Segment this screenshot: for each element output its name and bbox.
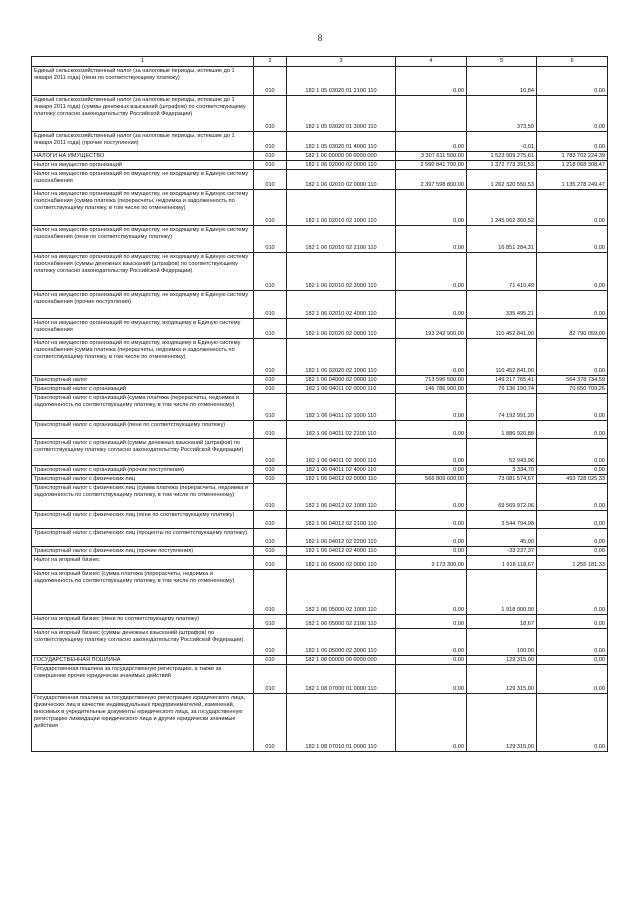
column-header: 2 [254,57,287,67]
row-approved-value: 713 596 500,00 [396,376,467,385]
row-approved-value: 193 242 900,00 [396,319,467,339]
row-approved-value: 0,00 [396,226,467,253]
row-unexecuted-value: 0,00 [537,665,608,694]
row-approved-value: 0,00 [396,439,467,466]
row-unexecuted-value: 0,00 [537,67,608,96]
row-approved-value [396,96,467,132]
row-executed-value: 149 217 765,41 [467,376,537,385]
row-unexecuted-value: 0,00 [537,656,608,665]
row-unexecuted-value: 0,00 [537,132,608,152]
row-unexecuted-value: 0,00 [537,394,608,421]
row-executed-value: 373,50 [467,96,537,132]
row-name: Налог на имущество организаций по имуществу, не входящему в Единую систему газоснабжения (пени по соответствующему платежу) [32,226,254,253]
row-classification-code: 182 1 06 02010 02 0000 110 [287,170,396,190]
row-name: Транспортный налог с организаций [32,385,254,394]
row-line-code: 010 [254,466,287,475]
row-line-code: 010 [254,170,287,190]
row-executed-value: 69 569 972,06 [467,484,537,511]
row-line-code: 010 [254,291,287,319]
row-name: Транспортный налог с организаций (прочие поступления) [32,466,254,475]
row-line-code: 010 [254,656,287,665]
row-name: Транспортный налог с физических лиц (проценты по соответствующему платежу) [32,529,254,547]
row-classification-code: 182 1 06 04012 02 0000 110 [287,475,396,484]
row-name: Налог на имущество организаций [32,161,254,170]
row-line-code: 010 [254,394,287,421]
table-row [32,556,608,570]
row-classification-code: 182 1 06 05000 02 2100 110 [287,615,396,629]
row-classification-code: 182 1 06 04011 02 3000 110 [287,439,396,466]
row-classification-code: 182 1 06 02020 02 0000 110 [287,319,396,339]
row-unexecuted-value: 70 650 709,26 [537,385,608,394]
row-classification-code: 182 1 05 03020 01 2100 110 [287,67,396,96]
table-row [32,547,608,556]
row-executed-value: 74 192 991,20 [467,394,537,421]
row-approved-value: 0,00 [396,484,467,511]
row-executed-value: 1 372 773 391,53 [467,161,537,170]
row-line-code: 010 [254,385,287,394]
row-line-code: 010 [254,161,287,170]
row-name: Транспортный налог с физических лиц (сумма платежа (перерасчеты, недоимка и задолженность по соответствующему платежу, в том числе по отмененному) [32,484,254,511]
table-row [32,96,608,132]
row-executed-value: 1 523 909 275,61 [467,152,537,161]
row-line-code: 010 [254,96,287,132]
table-row [32,694,608,752]
row-approved-value: 0,00 [396,132,467,152]
row-approved-value: 566 809 600,00 [396,475,467,484]
row-unexecuted-value: 1 255 181,33 [537,556,608,570]
row-unexecuted-value: 0,00 [537,629,608,656]
row-line-code: 010 [254,253,287,291]
row-executed-value: 45,00 [467,529,537,547]
row-classification-code: 182 1 06 02000 02 0000 110 [287,161,396,170]
row-name: Единый сельскохозяйственный налог (за налоговые периоды, истекшие до 1 января 2011 года) (прочие поступления) [32,132,254,152]
row-unexecuted-value: 1 218 068 308,47 [537,161,608,170]
row-name: Транспортный налог с организаций (сумма платежа (перерасчеты, недоимка и задолженность по соответствующему платежу, в том числе по отмененному) [32,394,254,421]
row-unexecuted-value: 0,00 [537,484,608,511]
row-line-code: 010 [254,152,287,161]
row-name: Государственная пошлина за государственную регистрацию юридического лица, физических лиц в качестве индивидуальных предпринимателей, изменений, вносимых в учредительные документы юридического лица, за государственную регистрацию ликвидации юридического лица и другие юридически значимые действия [32,694,254,752]
row-line-code: 010 [254,376,287,385]
row-executed-value: 16,84 [467,67,537,96]
table-row [32,385,608,394]
row-approved-value: 0,00 [396,394,467,421]
row-approved-value: 0,00 [396,466,467,475]
row-executed-value: -33 237,37 [467,547,537,556]
row-name: Единый сельскохозяйственный налог (за налоговые периоды, истекшие до 1 января 2011 года) (пени по соответствующему платежу) [32,67,254,96]
row-classification-code: 182 1 08 07010 01 0000 110 [287,694,396,752]
table-row [32,529,608,547]
row-line-code: 010 [254,556,287,570]
table-row [32,475,608,484]
row-unexecuted-value: 0,00 [537,529,608,547]
row-unexecuted-value: 0,00 [537,190,608,226]
row-line-code: 010 [254,529,287,547]
row-approved-value: 0,00 [396,615,467,629]
row-approved-value: 0,00 [396,547,467,556]
row-executed-value: 110 452 841,00 [467,319,537,339]
row-line-code: 010 [254,190,287,226]
row-name: Налог на имущество организаций по имуществу, входящему в Единую систему газоснабжения (сумма платежа (перерасчеты, недоимка и задолженность по соответствующему платежу, в том числе по отмененному) [32,339,254,376]
table-row [32,132,608,152]
row-line-code: 010 [254,629,287,656]
row-unexecuted-value: 0,00 [537,615,608,629]
table-row [32,665,608,694]
row-executed-value: 3 334,70 [467,466,537,475]
row-approved-value: 0,00 [396,629,467,656]
row-unexecuted-value: 0,00 [537,511,608,529]
row-line-code: 010 [254,615,287,629]
row-approved-value: 0,00 [396,291,467,319]
row-name: Налог на имущество организаций по имуществу, не входящему в Единую систему газоснабжения [32,170,254,190]
row-unexecuted-value: 0,00 [537,439,608,466]
row-classification-code: 182 1 06 02020 02 1000 110 [287,339,396,376]
row-executed-value: 3 544 794,98 [467,511,537,529]
row-name: НАЛОГИ НА ИМУЩЕСТВО [32,152,254,161]
column-header: 6 [537,57,608,67]
table-row [32,67,608,96]
table-row [32,570,608,615]
table-row [32,253,608,291]
row-name: Налог на имущество организаций по имуществу, не входящему в Единую систему газоснабжения (сумма платежа (перерасчеты, недоимка и задолженность по соответствующему платежу, в том числе по отмененному) [32,190,254,226]
table-body [32,67,608,752]
table-row [32,511,608,529]
row-line-code: 010 [254,132,287,152]
row-classification-code: 182 1 05 03020 01 3000 110 [287,96,396,132]
row-classification-code: 182 1 06 04012 02 1000 110 [287,484,396,511]
table-row [32,421,608,439]
row-executed-value: 129 315,00 [467,656,537,665]
table-row [32,615,608,629]
row-executed-value: -0,01 [467,132,537,152]
row-name: Единый сельскохозяйственный налог (за налоговые периоды, истекшие до 1 января 2011 года) (суммы денежных взысканий (штрафов) по соответствующему платежу согласно законодательству Российской Федерации) [32,96,254,132]
row-executed-value: 52 943,96 [467,439,537,466]
row-executed-value: 1 918 000,00 [467,570,537,615]
row-classification-code: 182 1 06 02010 02 3000 110 [287,253,396,291]
row-line-code: 010 [254,67,287,96]
row-approved-value: 0,00 [396,529,467,547]
row-classification-code: 182 1 06 05000 02 1000 110 [287,570,396,615]
table-row [32,152,608,161]
row-line-code: 010 [254,319,287,339]
row-line-code: 010 [254,570,287,615]
table-row [32,339,608,376]
row-name: Налог на имущество организаций по имуществу, не входящему в Единую систему газоснабжения (суммы денежных взысканий (штрафов) по соответствующему платежу согласно законодательству Российской Федерации) [32,253,254,291]
row-name: Транспортный налог с физических лиц [32,475,254,484]
table-row [32,484,608,511]
row-unexecuted-value: 0,00 [537,291,608,319]
table-header-row [32,57,608,67]
row-name: ГОСУДАРСТВЕННАЯ ПОШЛИНА [32,656,254,665]
row-name: Налог на игорный бизнес [32,556,254,570]
row-classification-code: 182 1 06 02010 02 1000 110 [287,190,396,226]
row-unexecuted-value: 0,00 [537,421,608,439]
row-approved-value: 0,00 [396,67,467,96]
column-header: 5 [467,57,537,67]
row-line-code: 010 [254,339,287,376]
row-name: Налог на игорный бизнес (пени по соответствующему платежу) [32,615,254,629]
row-classification-code: 182 1 05 03020 01 4000 110 [287,132,396,152]
row-executed-value: 1 918 118,67 [467,556,537,570]
row-classification-code: 182 1 06 04000 02 0000 110 [287,376,396,385]
row-approved-value: 0,00 [396,190,467,226]
row-executed-value: 16 851 284,31 [467,226,537,253]
row-executed-value: 1 886 920,88 [467,421,537,439]
row-name: Транспортный налог [32,376,254,385]
row-executed-value: 129 315,00 [467,665,537,694]
table-row [32,376,608,385]
table-row [32,190,608,226]
row-classification-code: 182 1 06 04011 02 4000 110 [287,466,396,475]
row-line-code: 010 [254,484,287,511]
row-executed-value: 71 410,49 [467,253,537,291]
table-row [32,394,608,421]
row-approved-value: 0,00 [396,421,467,439]
row-line-code: 010 [254,547,287,556]
page-number: 8 [317,33,323,43]
row-approved-value: 3 173 300,00 [396,556,467,570]
table-row [32,170,608,190]
row-classification-code: 182 1 06 05000 02 0000 110 [287,556,396,570]
row-line-code: 010 [254,665,287,694]
row-approved-value: 146 786 900,00 [396,385,467,394]
row-line-code: 010 [254,511,287,529]
row-approved-value: 2 397 598 800,00 [396,170,467,190]
row-classification-code: 182 1 06 02010 02 4000 110 [287,291,396,319]
row-unexecuted-value: 0,00 [537,226,608,253]
row-classification-code: 182 1 06 04011 02 0000 110 [287,385,396,394]
row-executed-value: 76 136 190,74 [467,385,537,394]
table-row [32,656,608,665]
row-unexecuted-value: 0,00 [537,253,608,291]
row-name: Транспортный налог с организаций (суммы денежных взысканий (штрафов) по соответствующему платежу согласно законодательству Российской Федерации) [32,439,254,466]
row-approved-value: 0,00 [396,665,467,694]
row-unexecuted-value: 0,00 [537,694,608,752]
table-row [32,439,608,466]
column-header: 1 [32,57,254,67]
row-executed-value: 73 081 574,67 [467,475,537,484]
row-classification-code: 182 1 06 05000 02 3000 110 [287,629,396,656]
revenue-table [31,56,608,752]
row-unexecuted-value: 0,00 [537,96,608,132]
row-classification-code: 182 1 08 00000 00 0000 000 [287,656,396,665]
row-unexecuted-value: 0,00 [537,466,608,475]
row-name: Транспортный налог с организаций (пени по соответствующему платежу) [32,421,254,439]
row-approved-value: 0,00 [396,253,467,291]
row-unexecuted-value: 1 135 278 249,47 [537,170,608,190]
row-name: Налог на игорный бизнес (сумма платежа (перерасчеты, недоимка и задолженность по соответствующему платежу, в том числе по отмененному) [32,570,254,615]
row-approved-value: 0,00 [396,694,467,752]
row-unexecuted-value: 493 728 025,33 [537,475,608,484]
row-classification-code: 182 1 06 02010 02 2100 110 [287,226,396,253]
row-classification-code: 182 1 08 07000 01 0000 110 [287,665,396,694]
row-classification-code: 182 1 06 04011 02 2100 110 [287,421,396,439]
row-name: Налог на имущество организаций по имуществу, не входящему в Единую систему газоснабжения (прочие поступления) [32,291,254,319]
column-header: 3 [287,57,396,67]
row-approved-value: 0,00 [396,339,467,376]
row-unexecuted-value: 82 790 059,00 [537,319,608,339]
row-name: Государственная пошлина за государственную регистрацию, а также за совершение прочих юридически значимых действий [32,665,254,694]
table-row [32,226,608,253]
row-line-code: 010 [254,439,287,466]
row-classification-code: 182 1 06 04011 02 1000 110 [287,394,396,421]
table-row [32,291,608,319]
row-approved-value: 0,00 [396,656,467,665]
row-line-code: 010 [254,475,287,484]
row-unexecuted-value: 0,00 [537,570,608,615]
table-row [32,319,608,339]
row-unexecuted-value: 564 378 734,59 [537,376,608,385]
row-unexecuted-value: 1 783 702 224,39 [537,152,608,161]
row-approved-value: 2 590 841 700,00 [396,161,467,170]
row-classification-code: 182 1 06 00000 00 0000 000 [287,152,396,161]
row-executed-value: 100,00 [467,629,537,656]
row-approved-value: 3 307 611 500,00 [396,152,467,161]
row-approved-value: 0,00 [396,570,467,615]
row-executed-value: 18,67 [467,615,537,629]
row-name: Транспортный налог с физических лиц (пени по соответствующему платежу) [32,511,254,529]
table-row [32,629,608,656]
row-name: Налог на игорный бизнес (суммы денежных взысканий (штрафов) по соответствующему платежу согласно законодательству Российской Федерации) [32,629,254,656]
row-line-code: 010 [254,694,287,752]
row-classification-code: 182 1 06 04012 02 2100 110 [287,511,396,529]
row-line-code: 010 [254,421,287,439]
row-unexecuted-value: 0,00 [537,339,608,376]
row-executed-value: 110 452 841,00 [467,339,537,376]
row-line-code: 010 [254,226,287,253]
row-classification-code: 182 1 06 04012 02 2200 110 [287,529,396,547]
table-row [32,161,608,170]
row-classification-code: 182 1 06 04012 02 4000 110 [287,547,396,556]
row-name: Налог на имущество организаций по имуществу, входящему в Единую систему газоснабжения [32,319,254,339]
row-executed-value: 335 495,21 [467,291,537,319]
row-executed-value: 129 315,00 [467,694,537,752]
row-executed-value: 1 262 320 550,53 [467,170,537,190]
column-header: 4 [396,57,467,67]
row-name: Транспортный налог с физических лиц (прочие поступления) [32,547,254,556]
table-row [32,466,608,475]
row-executed-value: 1 245 062 360,52 [467,190,537,226]
row-approved-value: 0,00 [396,511,467,529]
row-unexecuted-value: 0,00 [537,547,608,556]
